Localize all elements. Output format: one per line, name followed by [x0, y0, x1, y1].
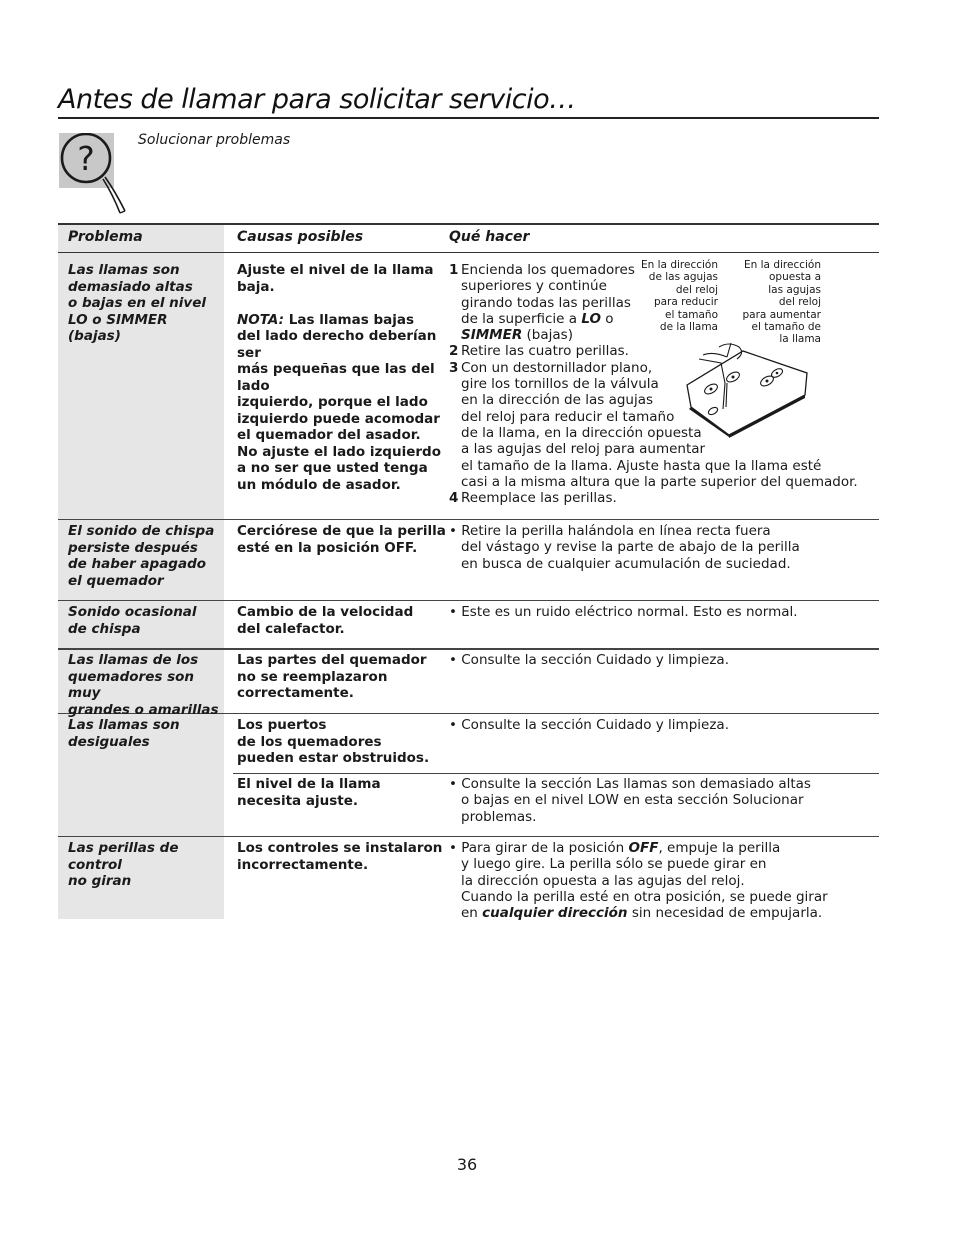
- problem-text: [68, 840, 223, 890]
- problem-line: desiguales: [68, 733, 150, 750]
- step-number: 1: [449, 262, 459, 278]
- problem-line: Las perillas de control: [68, 840, 179, 873]
- solution-line: en busca de cualquier acumulación de suciedad.: [461, 555, 791, 572]
- caption-line: del reloj: [778, 296, 821, 309]
- caption-line: para aumentar: [742, 308, 821, 321]
- problem-line: El sonido de chispa: [68, 523, 215, 539]
- page-title: Antes de llamar para solicitar servicio…: [58, 84, 576, 115]
- solution-line: la dirección opuesta a las agujas del reloj.: [461, 872, 745, 889]
- step-text: (bajas): [522, 327, 573, 344]
- row-divider: [58, 648, 879, 650]
- solution-line: • Consulte la sección Cuidado y limpieza.: [449, 652, 729, 668]
- solution-text: [449, 840, 828, 921]
- solution-line: • Consulte la sección Cuidado y limpieza.: [449, 717, 729, 733]
- problem-line: o bajas en el nivel: [68, 295, 206, 311]
- problem-line: Las llamas de los: [68, 652, 199, 668]
- solution-line: o bajas en el nivel LOW en esta sección Solucionar: [461, 792, 804, 809]
- problem-text: [68, 262, 223, 345]
- cause-line: el quemador del asador.: [237, 427, 421, 443]
- step-line: el tamaño de la llama. Ajuste hasta que la llama esté: [461, 457, 822, 474]
- row-divider: [58, 836, 879, 837]
- step-number: 2: [449, 343, 459, 360]
- diagram-caption-clockwise: [620, 259, 718, 333]
- page-number: 36: [456, 1155, 478, 1174]
- step-text: Reemplace las perillas.: [461, 490, 617, 507]
- cause-text: [237, 604, 447, 637]
- solution-line: • Consulte la sección Las llamas son demasiado altas: [449, 776, 811, 792]
- cause-line: un módulo de asador.: [237, 476, 401, 493]
- step-text: o: [600, 310, 614, 327]
- note-text: Las llamas bajas: [288, 311, 415, 328]
- solution-line: [449, 840, 828, 856]
- cause-line: No ajuste el lado izquierdo: [237, 443, 441, 460]
- cause-text: [237, 523, 447, 556]
- problem-text: [68, 604, 223, 637]
- caption-line: opuesta a: [769, 271, 821, 284]
- header-causas: Causas posibles: [237, 229, 364, 245]
- magnifier-question-icon: [59, 133, 139, 218]
- cause-line: Cambio de la velocidad: [237, 604, 414, 620]
- cause-line: Ajuste el nivel de la llama baja.: [237, 262, 434, 295]
- problem-line: demasiado altas: [68, 278, 193, 295]
- caption-line: En la dirección: [744, 259, 821, 271]
- caption-line: las agujas: [768, 283, 821, 296]
- solution-text-secondary: [449, 776, 811, 825]
- cause-line: del calefactor.: [237, 620, 345, 637]
- solution-text-part: • Para girar de la posición: [449, 840, 629, 856]
- cause-line: incorrectamente.: [237, 856, 369, 873]
- problem-line: quemadores son muy: [68, 668, 195, 701]
- solution-text: [449, 717, 729, 733]
- problem-text: [68, 652, 223, 718]
- caption-line: el tamaño: [664, 308, 718, 321]
- cause-line: El nivel de la llama: [237, 776, 381, 792]
- step-line: superiores y continúe: [461, 278, 607, 295]
- step-line: girando todas las perillas: [461, 294, 631, 311]
- step-emphasis: LO: [581, 310, 601, 327]
- cause-line: [237, 312, 447, 329]
- cause-spacer: [237, 295, 447, 312]
- valve-adjustment-illustration: [683, 337, 813, 439]
- caption-line: de la llama: [659, 321, 718, 334]
- problem-line: Las llamas son: [68, 717, 180, 733]
- cause-line: izquierdo, porque el lado: [237, 394, 428, 410]
- caption-line: En la dirección: [641, 259, 718, 271]
- svg-text:?: ?: [77, 139, 95, 178]
- solution-text-part: en: [461, 905, 483, 922]
- solution-line: • Retire la perilla halándola en línea recta fuera: [449, 523, 771, 539]
- cause-line: izquierdo puede acomodar: [237, 410, 440, 427]
- caption-line: el tamaño de: [751, 321, 821, 334]
- step-text: Retire las cuatro perillas.: [461, 343, 629, 360]
- cause-text: [237, 652, 447, 702]
- step-line: [449, 490, 858, 506]
- diagram-caption-counterclockwise: [720, 259, 821, 346]
- step-number: 4: [449, 490, 459, 507]
- cause-line: a no ser que usted tenga: [237, 460, 428, 476]
- step-line: del reloj para reducir el tamaño: [461, 408, 675, 425]
- note-label: NOTA:: [237, 311, 285, 328]
- cause-line: más pequeñas que las del lado: [237, 361, 435, 394]
- step-line: gire los tornillos de la válvula: [461, 376, 659, 393]
- cause-text: [237, 262, 447, 493]
- cause-line: pueden estar obstruidos.: [237, 750, 430, 766]
- cause-line: Cerciórese de que la perilla: [237, 523, 446, 539]
- cause-line: necesita ajuste.: [237, 792, 358, 809]
- solution-text: [449, 604, 798, 620]
- solution-line: [449, 905, 828, 921]
- caption-line: de las agujas: [648, 271, 718, 284]
- solution-line: problemas.: [461, 808, 537, 825]
- step-line: a las agujas del reloj para aumentar: [461, 441, 706, 458]
- caption-line: para reducir: [653, 296, 718, 309]
- step-text: de la superficie a: [461, 310, 582, 327]
- row-subdivider: [233, 773, 879, 774]
- header-que-hacer: Qué hacer: [449, 229, 530, 245]
- cause-line: de los quemadores: [237, 733, 382, 750]
- header-problema: Problema: [68, 229, 143, 245]
- problem-line: grandes o amarillas: [68, 701, 219, 718]
- problem-text: [68, 523, 223, 589]
- solution-line: • Este es un ruido eléctrico normal. Esto es normal.: [449, 604, 798, 620]
- problem-line: el quemador: [68, 572, 164, 589]
- page-subtitle: Solucionar problemas: [138, 132, 291, 148]
- solution-line: y luego gire. La perilla sólo se puede girar en: [461, 856, 767, 873]
- problem-text: [68, 717, 223, 750]
- solution-text-part: sin necesidad de empujarla.: [627, 905, 823, 922]
- solution-line: Cuando la perilla esté en otra posición, se puede girar: [461, 888, 828, 905]
- caption-line: la llama: [779, 333, 821, 346]
- solution-emphasis: OFF: [628, 840, 659, 856]
- step-number: 3: [449, 359, 459, 376]
- solution-emphasis: cualquier dirección: [482, 905, 628, 922]
- table-header-rule: [58, 252, 879, 253]
- cause-line: no se reemplazaron: [237, 668, 388, 685]
- step-line: en la dirección de las agujas: [461, 392, 654, 409]
- solution-text-part: , empuje la perilla: [658, 840, 781, 856]
- step-text: Encienda los quemadores: [461, 262, 635, 278]
- solution-text: [449, 652, 729, 668]
- problem-line: Las llamas son: [68, 262, 180, 278]
- row-divider: [58, 600, 879, 601]
- caption-line: del reloj: [675, 283, 718, 296]
- problem-line: Sonido ocasional: [68, 604, 197, 620]
- table-top-rule: [58, 223, 879, 225]
- cause-line: Los puertos: [237, 717, 327, 733]
- cause-line: esté en la posición OFF.: [237, 539, 418, 556]
- cause-line: Las partes del quemador: [237, 652, 427, 668]
- cause-text-secondary: [237, 776, 447, 809]
- problem-line: no giran: [68, 873, 132, 889]
- step-text: Con un destornillador plano,: [461, 359, 653, 376]
- cause-text: [237, 717, 447, 767]
- title-rule: [58, 117, 879, 119]
- step-line: de la llama, en la dirección opuesta: [461, 424, 702, 441]
- cause-line: correctamente.: [237, 685, 354, 701]
- problem-line: de chispa: [68, 620, 141, 637]
- problem-line: LO o SIMMER (bajas): [68, 311, 168, 344]
- problem-line: de haber apagado: [68, 556, 207, 572]
- problem-line: persiste después: [68, 539, 198, 556]
- solution-text: [449, 523, 800, 572]
- row-divider: [58, 519, 879, 520]
- solution-line: del vástago y revise la parte de abajo de la perilla: [461, 539, 800, 556]
- cause-line: del lado derecho deberían ser: [237, 328, 437, 361]
- cause-line: Los controles se instalaron: [237, 840, 443, 856]
- step-emphasis: SIMMER: [461, 327, 523, 344]
- step-line: casi a la misma altura que la parte superior del quemador.: [461, 473, 858, 490]
- cause-text: [237, 840, 447, 873]
